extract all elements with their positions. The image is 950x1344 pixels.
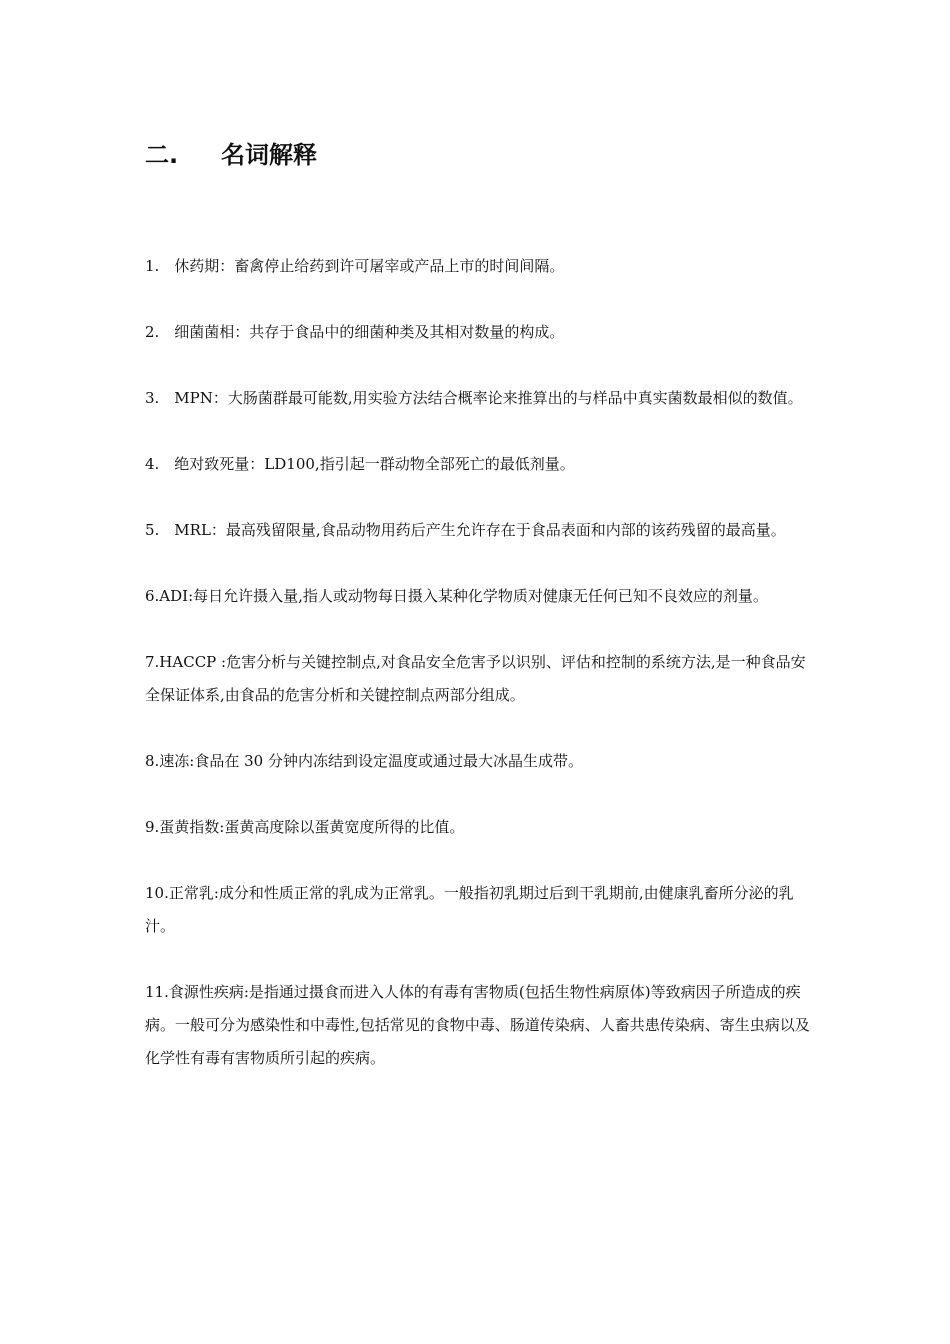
definition-item-5: 5. MRL：最高残留限量,食品动物用药后产生允许存在于食品表面和内部的该药残留的最高量。 (145, 521, 786, 539)
section-title: 名词解释 (221, 141, 317, 169)
definition-item-4: 4. 绝对致死量：LD100,指引起一群动物全部死亡的最低剂量。 (145, 455, 575, 473)
definition-item-9: 9.蛋黄指数:蛋黄高度除以蛋黄宽度所得的比值。 (145, 818, 465, 836)
section-number: 二. (145, 141, 179, 169)
definition-item-1: 1. 休药期：畜禽停止给药到许可屠宰或产品上市的时间间隔。 (145, 257, 565, 275)
definition-list (145, 250, 810, 1108)
definition-item-11: 11.食源性疾病:是指通过摄食而进入人体的有毒有害物质(包括生物性病原体)等致病因子所造成的疾病。一般可分为感染性和中毒性,包括常见的食物中毒、肠道传染病、人畜共患传染病、寄生虫病以及化学性有毒有害物质所引起的疾病。 (145, 983, 810, 1067)
definition-item-2: 2. 细菌菌相：共存于食品中的细菌种类及其相对数量的构成。 (145, 323, 565, 341)
definition-item-3: 3. MPN：大肠菌群最可能数,用实验方法结合概率论来推算出的与样品中真实菌数最相似的数值。 (145, 389, 803, 407)
definition-item-8: 8.速冻:食品在 30 分钟内冻结到设定温度或通过最大冰晶生成带。 (145, 752, 583, 770)
definition-item-6: 6.ADI:每日允许摄入量,指人或动物每日摄入某种化学物质对健康无任何已知不良效应的剂量。 (145, 587, 768, 605)
definition-item-10: 10.正常乳:成分和性质正常的乳成为正常乳。一般指初乳期过后到干乳期前,由健康乳畜所分泌的乳汁。 (145, 884, 794, 935)
section-heading (145, 136, 317, 174)
definition-item-7: 7.HACCP :危害分析与关键控制点,对食品安全危害予以识别、评估和控制的系统方法,是一种食品安全保证体系,由食品的危害分析和关键控制点两部分组成。 (145, 653, 806, 704)
